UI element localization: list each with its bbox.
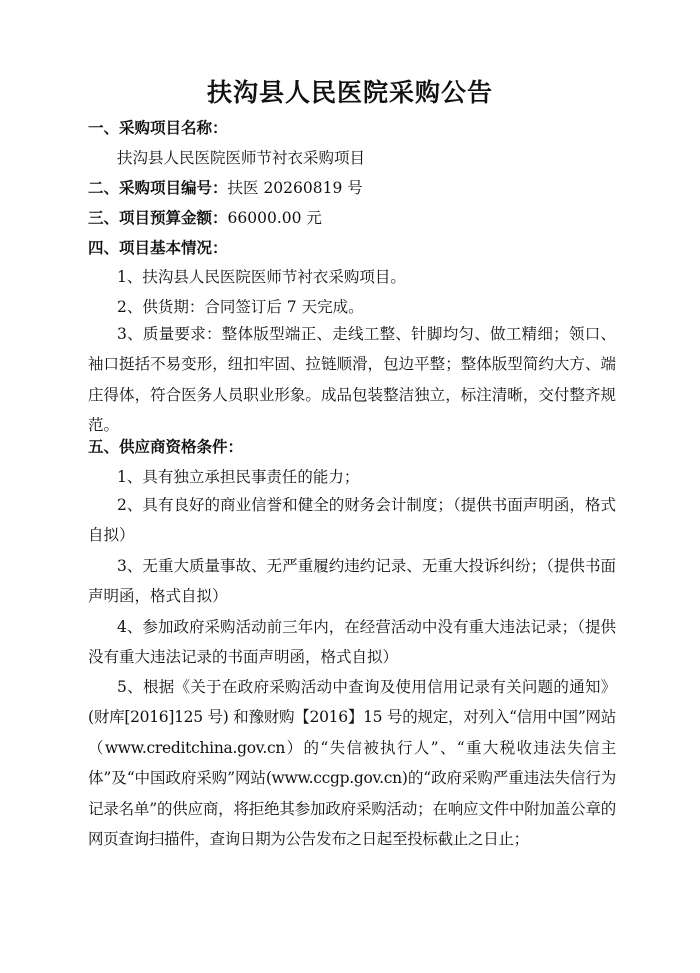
- section-5-item-3: 3、无重大质量事故、无严重履约违约记录、无重大投诉纠纷；（提供书面声明函，格式自拟）: [88, 557, 616, 606]
- section-5-item-2: 2、具有良好的商业信誉和健全的财务会计制度；（提供书面声明函，格式自拟）: [88, 496, 616, 545]
- section-2-row: [88, 177, 363, 199]
- section-5-item-5: 5、根据《关于在政府采购活动中查询及使用信用记录有关问题的通知》(财库[2016]125 号) 和豫财购【2016】15 号的规定，对列入“信用中国”网站（www.creditchina.gov.cn）的“失信被执行人”、“重大税收违法失信主体”及“中国政府采购”网站(www.ccgp.gov.cn)的“政府采购严重违法失信行为记录名单”的供应商，将拒绝其参加政府采购活动；在响应文件中附加盖公章的网页查询扫描件，查询日期为公告发布之日起至投标截止之日止；: [88, 678, 616, 849]
- section-5-item-1: 1、具有独立承担民事责任的能力；: [117, 468, 360, 486]
- project-number: 扶医 20260819 号: [227, 179, 363, 197]
- section-4-item-2: 2、供货期：合同签订后 7 天完成。: [117, 298, 364, 316]
- project-name: 扶沟县人民医院医师节衬衣采购项目: [117, 149, 366, 167]
- document-title: 扶沟县人民医院采购公告: [206, 78, 493, 107]
- section-3-row: [88, 207, 322, 229]
- section-4-heading: 四、项目基本情况：: [88, 239, 228, 257]
- section-5-item-4: 4、参加政府采购活动前三年内，在经营活动中没有重大违法记录；（提供没有重大违法记录的书面声明函，格式自拟）: [88, 618, 616, 667]
- section-4-item-1: 1、扶沟县人民医院医师节衬衣采购项目。: [117, 268, 406, 286]
- section-1-heading: 一、采购项目名称：: [88, 119, 228, 137]
- section-4-item-3: 3、质量要求：整体版型端正、走线工整、针脚均匀、做工精细；领口、袖口挺括不易变形，纽扣牢固、拉链顺滑，包边平整；整体版型简约大方、端庄得体，符合医务人员职业形象。成品包装整洁独立，标注清晰，交付整齐规范。: [88, 325, 616, 435]
- section-2-heading: 二、采购项目编号：: [88, 179, 228, 197]
- budget-amount: 66000.00 元: [227, 209, 322, 227]
- section-5-heading: 五、供应商资格条件：: [88, 438, 244, 456]
- section-3-heading: 三、项目预算金额：: [88, 209, 228, 227]
